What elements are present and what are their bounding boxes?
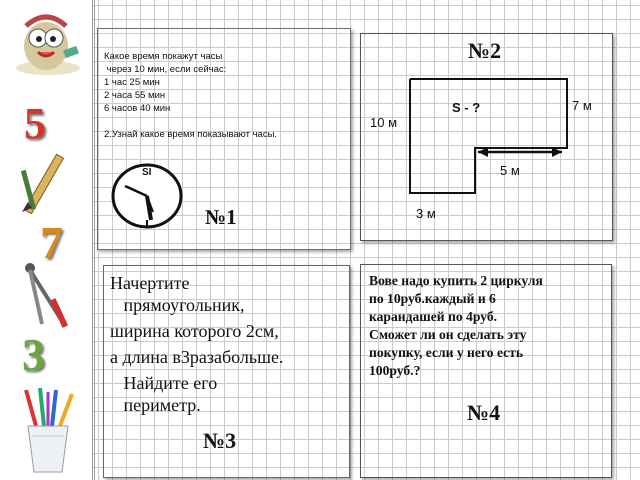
clock-icon <box>109 162 185 230</box>
task3-line: Начертите <box>110 273 190 293</box>
task3-line: периметр. <box>110 395 201 415</box>
clock-mark: SI <box>142 167 152 178</box>
digit-three: 3 <box>22 329 45 380</box>
task3-line: прямоугольник, <box>110 295 245 315</box>
task1-line: Какое время покажут часы <box>104 51 223 62</box>
task3-line: ширина которого 2см, <box>110 321 279 341</box>
task4-line: покупку, если у него есть <box>369 345 524 360</box>
dim-bottom: 3 м <box>416 206 436 221</box>
task1-line <box>104 115 349 128</box>
compass-icon <box>12 258 82 333</box>
task2-number: №2 <box>468 38 502 63</box>
task4-line: Вове надо купить 2 циркуля <box>369 273 543 288</box>
task1-line: 6 часов 40 мин <box>104 103 171 114</box>
decorative-sidebar <box>0 0 92 480</box>
dim-left: 10 м <box>370 115 398 130</box>
dim-right: 7 м <box>572 98 592 113</box>
cartoon-owl-icon <box>8 8 88 78</box>
digit-seven: 7 <box>40 217 63 268</box>
task4-line: Сможет ли он сделать эту <box>369 327 527 342</box>
task1-line: 2.Узнай какое время показывают часы. <box>104 129 278 140</box>
pencil-ruler-icon <box>10 150 80 220</box>
task1-text <box>104 50 349 141</box>
task3-line: а длина в3разабольше. <box>110 347 284 367</box>
task1-line: через 10 мин, если сейчас: <box>104 64 227 75</box>
task4-text <box>369 272 609 380</box>
digit-five: 5 <box>24 99 46 148</box>
dim-inner: 5 м <box>500 163 520 178</box>
task1-line: 2 часа 55 мин <box>104 90 166 101</box>
task1-number: №1 <box>205 205 237 229</box>
task3-text <box>110 272 350 416</box>
task4-number: №4 <box>467 400 501 425</box>
task4-line: 100руб.? <box>369 363 421 378</box>
task4-line: карандашей по 4руб. <box>369 309 498 324</box>
l-shape-figure <box>360 60 613 235</box>
task4-line: по 10руб.каждый и 6 <box>369 291 496 306</box>
area-label: S - ? <box>452 100 481 115</box>
task3-line: Найдите его <box>110 373 218 393</box>
task1-line: 1 час 25 мин <box>104 77 160 88</box>
pencil-cup-icon <box>14 386 84 476</box>
task3-number: №3 <box>203 428 237 453</box>
